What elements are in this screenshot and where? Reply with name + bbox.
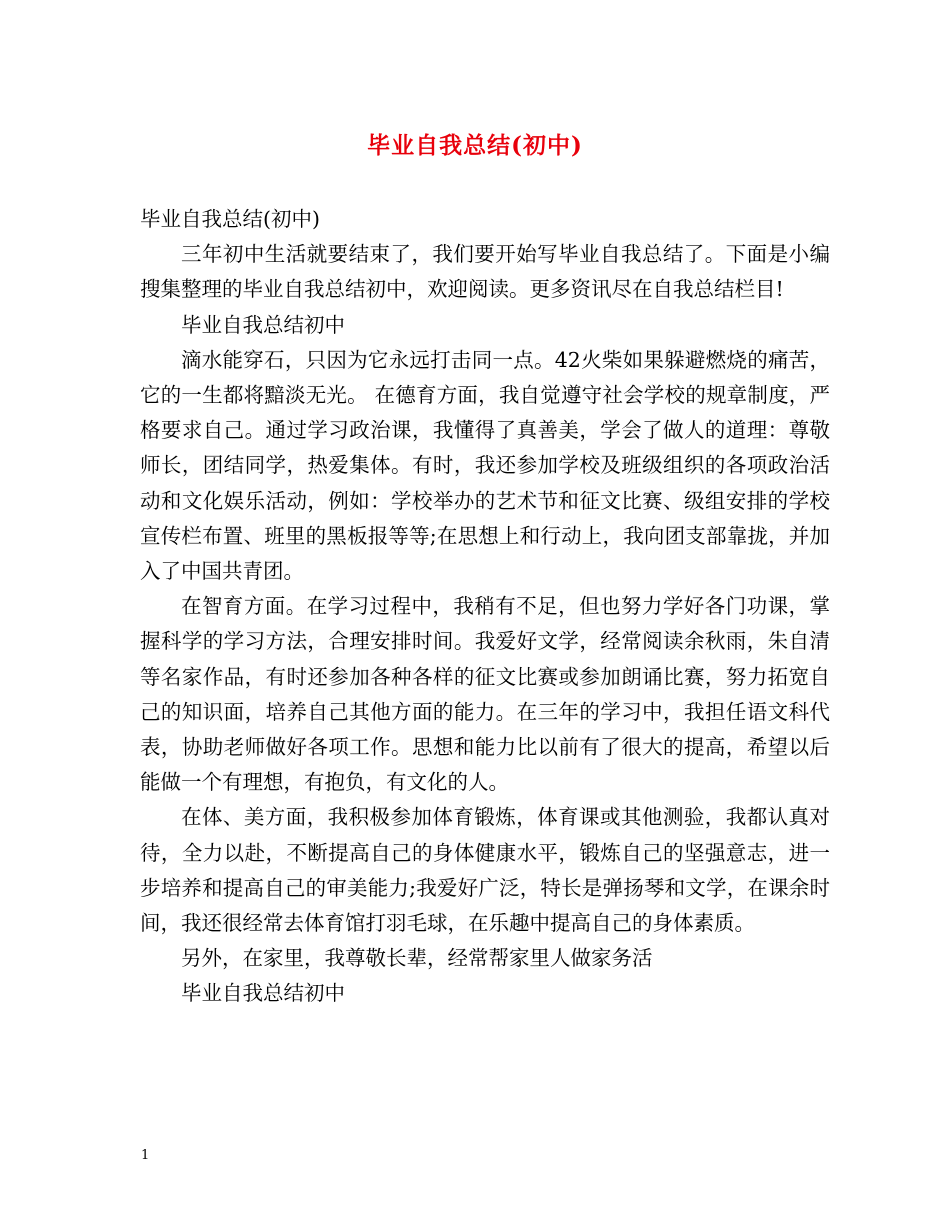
paragraph-moral-education: 滴水能穿石，只因为它永远打击同一点。42火柴如果躲避燃烧的痛苦，它的一生都将黯淡无光。 在德育方面，我自觉遵守社会学校的规章制度，严格要求自己。通过学习政治课，我懂得了真善美，学会了做人的道理：尊敬师长，团结同学，热爱集体。有时，我还参加学校及班级组织的各项政治活动和文化娱乐活动，例如：学校举办的艺术节和征文比赛、级组安排的学校宣传栏布置、班里的黑板报等等;在思想上和行动上，我向团支部靠拢，并加入了中国共青团。 [140, 347, 830, 584]
paragraph-intellectual-education: 在智育方面。在学习过程中，我稍有不足，但也努力学好各门功课，掌握科学的学习方法，合理安排时间。我爱好文学，经常阅读余秋雨，朱自清等名家作品，有时还参加各种各样的征文比赛或参加朗诵比赛，努力拓宽自己的知识面，培养自己其他方面的能力。在三年的学习中，我担任语文科代表，协助老师做好各项工作。思想和能力比以前有了很大的提高，希望以后能做一个有理想，有抱负，有文化的人。 [140, 594, 830, 795]
paragraph-heading: 毕业自我总结(初中) [140, 207, 320, 231]
paragraph-home: 另外，在家里，我尊敬长辈，经常帮家里人做家务活 [181, 946, 653, 971]
document-title: 毕业自我总结(初中) [367, 132, 583, 159]
paragraph-physical-aesthetic: 在体、美方面，我积极参加体育锻炼，体育课或其他测验，我都认真对待，全力以赴，不断提高自己的身体健康水平，锻炼自己的坚强意志，进一步培养和提高自己的审美能力;我爱好广泛，特长是弹扬琴和文学，在课余时间，我还很经常去体育馆打羽毛球，在乐趣中提高自己的身体素质。 [140, 805, 830, 936]
document-body [140, 202, 830, 1012]
paragraph-intro: 三年初中生活就要结束了，我们要开始写毕业自我总结了。下面是小编搜集整理的毕业自我总结初中，欢迎阅读。更多资讯尽在自我总结栏目! [140, 242, 830, 302]
paragraph-closing-heading: 毕业自我总结初中 [181, 981, 345, 1006]
paragraph-subheading: 毕业自我总结初中 [181, 312, 345, 337]
page-number: 1 [141, 1148, 150, 1163]
